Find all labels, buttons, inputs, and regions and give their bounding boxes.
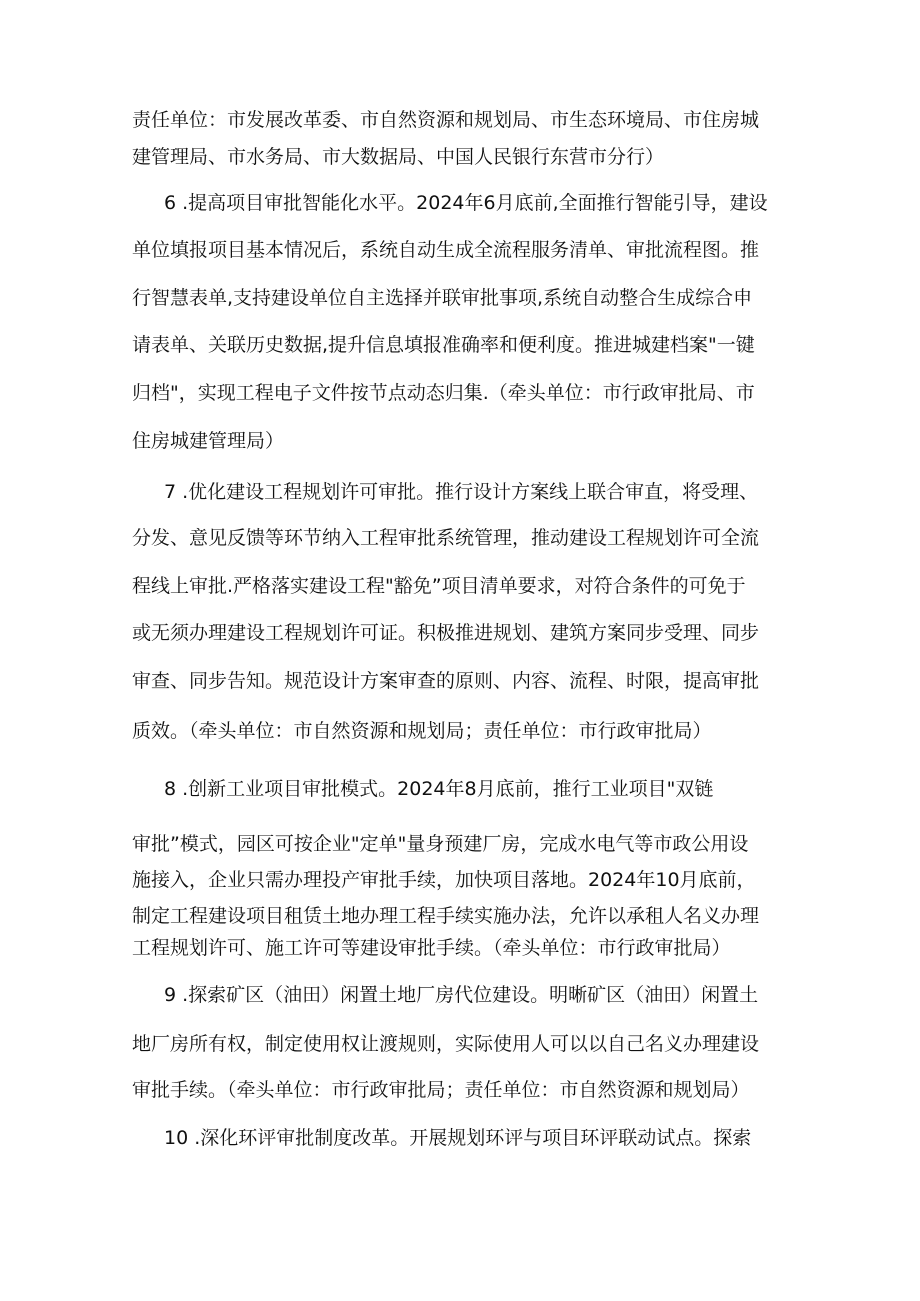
text-line: 制定工程建设项目租赁土地办理工程手续实施办法，允许以承租人名义办理 [132, 905, 760, 927]
text-line: 审查、同步告知。规范设计方案审查的原则、内容、流程、时限，提高审批 [132, 670, 760, 692]
text-line: 归档"，实现工程电子文件按节点动态归集.（牵头单位：市行政审批局、市 [132, 382, 755, 404]
text-line: 审批手续。（牵头单位：市行政审批局；责任单位：市自然资源和规划局） [132, 1079, 750, 1101]
text-line: 住房城建管理局） [132, 430, 285, 452]
text-line: 施接入，企业只需办理投产审批手续，加快项目落地。2024年10月底前， [132, 869, 756, 891]
text-line: 审批”模式，园区可按企业"定单"量身预建厂房，完成水电气等市政公用设 [132, 833, 749, 855]
text-line: 地厂房所有权，制定使用权让渡规则，实际使用人可以以自己名义办理建设 [132, 1033, 760, 1055]
item-heading-7: 7 .优化建设工程规划许可审批。推行设计方案线上联合审直，将受理、 [164, 481, 759, 503]
text-line: 责任单位：市发展改革委、市自然资源和规划局、市生态环境局、市住房城 [132, 109, 760, 131]
text-line: 行智慧表单,支持建设单位自主选择并联审批事项,系统自动整合生成综合申 [132, 287, 753, 309]
text-line: 分发、意见反馈等环节纳入工程审批系统管理，推动建设工程规划许可全流 [132, 527, 760, 549]
text-line: 工程规划许可、施工许可等建设审批手续。（牵头单位：市行政审批局） [132, 937, 731, 959]
item-heading-6: 6 .提高项目审批智能化水平。2024年6月底前,全面推行智能引导，建设 [164, 192, 768, 214]
text-line: 建管理局、市水务局、市大数据局、中国人民银行东营市分行） [132, 146, 665, 168]
text-line: 单位填报项目基本情况后，系统自动生成全流程服务清单、审批流程图。推 [132, 239, 760, 261]
item-heading-9: 9 .探索矿区（油田）闲置土地厂房代位建设。明晰矿区（油田）闲置土 [164, 984, 759, 1006]
item-heading-8: 8 .创新工业项目审批模式。2024年8月底前，推行工业项目"双链 [164, 778, 714, 800]
text-line: 质效。（牵头单位：市自然资源和规划局；责任单位：市行政审批局） [132, 720, 712, 742]
text-line: 请表单、关联历史数据,提升信息填报准确率和便利度。推进城建档案"一键 [132, 334, 755, 356]
text-line: 或无须办理建设工程规划许可证。积极推进规划、建筑方案同步受理、同步 [132, 622, 760, 644]
item-heading-10: 10 .深化环评审批制度改革。开展规划环评与项目环评联动试点。探索 [164, 1127, 752, 1149]
text-line: 程线上审批.严格落实建设工程"豁免”项目清单要求，对符合条件的可免于 [132, 575, 746, 597]
